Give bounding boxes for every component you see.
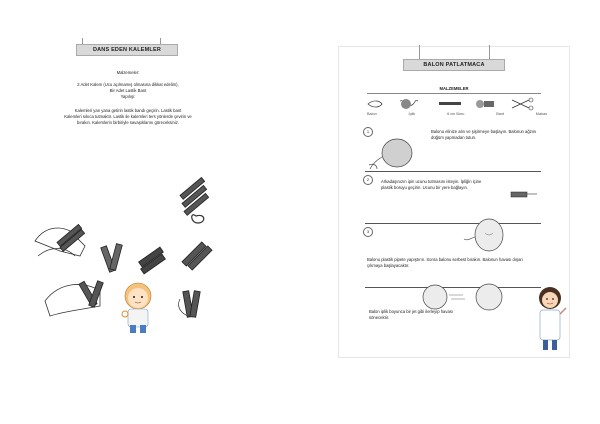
- materials-heading: MALZEMELER: [439, 86, 469, 91]
- material-label: Bant: [496, 112, 504, 116]
- materials-line: 2 Adet Kalem (Ucu açılmamış olmasına dikkat edelim),: [77, 82, 179, 87]
- hanger-line: [419, 45, 420, 59]
- divider: [367, 93, 541, 94]
- child-figure: [122, 283, 151, 333]
- hanger-line: [489, 45, 490, 59]
- string-line: [365, 171, 541, 172]
- materials-line: Bir Adet Lastik Bant: [109, 88, 147, 93]
- material-label: İplik: [408, 112, 416, 116]
- material-label: Balon: [367, 112, 377, 116]
- left-title: DANS EDEN KALEMLER: [76, 44, 178, 56]
- step-number: 1: [363, 127, 373, 137]
- pencil-illustrations: [30, 131, 240, 331]
- right-title: BALON PATLATMACA: [403, 59, 505, 71]
- balloon-inflate-illustration: [367, 135, 417, 175]
- step-3-text: Balonu plastik pipete yapıştırın. Sonra balonu serbest bırakın. Balonun havası dışarı çıkmaya başlayacaktır.: [367, 257, 523, 269]
- step-4-text: Balon iplik boyunca bir jet gibi ilerleyip havası sönecektir.: [369, 309, 454, 321]
- instruction-line: bırakın. Kalemlerin birbiriyle savaşıklarını göreceksiniz.: [77, 120, 179, 125]
- method-heading: Yapılışı:: [120, 94, 136, 99]
- material-label: Makas: [535, 112, 547, 116]
- girl-scientist-figure: [534, 284, 570, 354]
- step-1-text: Balonu elinize alın ve şişirmeye başlayın. Balonun ağzını düğüm yapmadan tutun.: [431, 129, 537, 141]
- left-worksheet: [30, 36, 240, 328]
- balloon-jet-illustration: [409, 279, 529, 313]
- straw-illustration: [509, 187, 539, 203]
- instruction-line: Kalemleri sıkıca tutmaktır. Lastik ile kalemleri ters yönlerde çevirin ve: [64, 114, 192, 119]
- materials-labels: [367, 112, 547, 116]
- materials-heading: Malzemeler:: [116, 70, 140, 75]
- step-number: 2: [363, 175, 373, 185]
- materials-icons: [364, 97, 544, 111]
- instruction-line: Kalemleri yan yana getirin lastik bandı geçirin. Lastik bant: [74, 108, 182, 113]
- material-label: 6 cm Boru: [447, 112, 465, 116]
- step-2-text: Arkadaşınızın ipin ucunu tutmasını isteyin. İpliğin içine plastik boruyu geçirin. Ucunu bir yere bağlayın.: [381, 179, 482, 191]
- step-number: 3: [363, 227, 373, 237]
- balloon-on-string-illustration: [459, 213, 529, 253]
